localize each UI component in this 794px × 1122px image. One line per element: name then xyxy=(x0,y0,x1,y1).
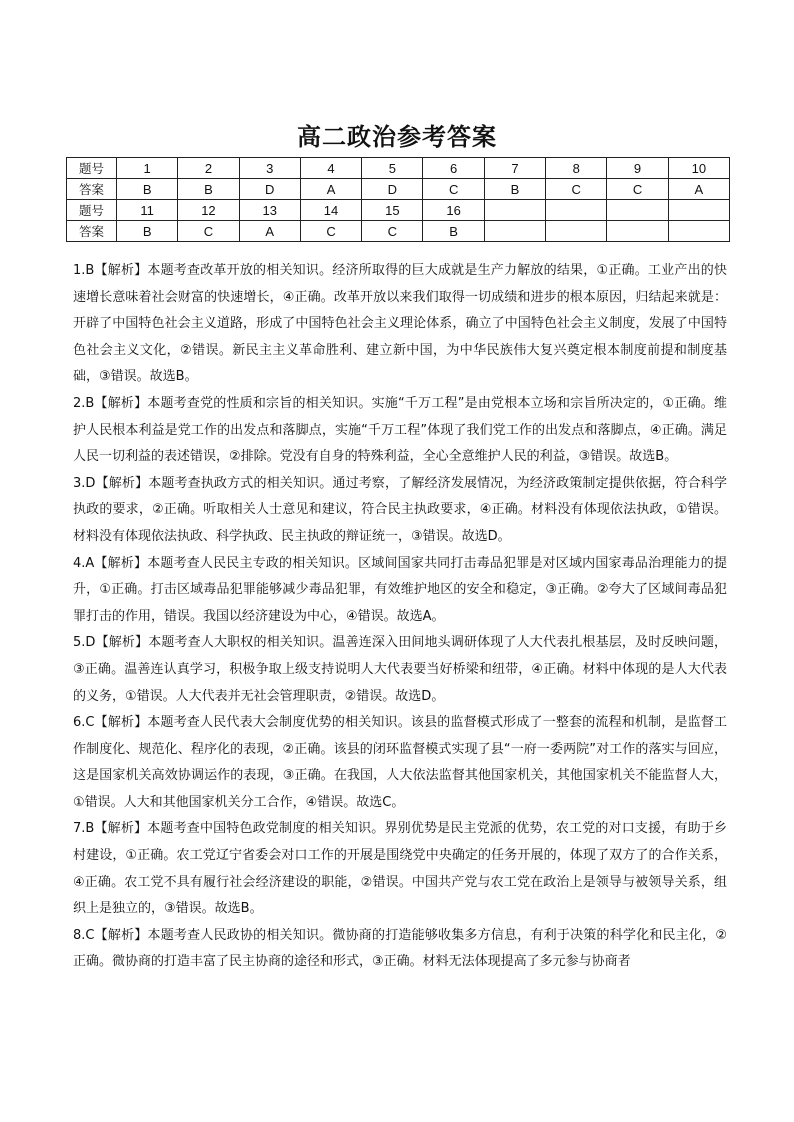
question-number-cell: 1 xyxy=(117,158,178,179)
question-number-cell: 6 xyxy=(423,158,484,179)
analysis-paragraph: 5.D【解析】本题考查人大职权的相关知识。温善连深入田间地头调研体现了人大代表扎根基层，及时反映问题，③正确。温善连认真学习，积极争取上级支持说明人大代表要当好桥梁和纽带，④正确。材料中体现的是人大代表的义务，①错误。人大代表并无社会管理职责，②错误。故选D。 xyxy=(73,635,727,704)
question-number-cell: 2 xyxy=(178,158,239,179)
answer-cell: B xyxy=(117,179,178,200)
answer-cell: B xyxy=(423,221,484,242)
analysis-paragraph: 3.D【解析】本题考查执政方式的相关知识。通过考察，了解经济发展情况，为经济政策制定提供依据，符合科学执政的要求，②正确。听取相关人士意见和建议，符合民主执政要求，④正确。材料没有体现依法执政，①错误。材料没有体现依法执政、科学执政、民主执政的辩证统一，③错误。故选D。 xyxy=(73,475,727,544)
answer-cell: D xyxy=(362,179,423,200)
question-number-cell: 14 xyxy=(300,200,361,221)
answer-cell: D xyxy=(239,179,300,200)
analysis-paragraph: 7.B【解析】本题考查中国特色政党制度的相关知识。界别优势是民主党派的优势，农工党的对口支援，有助于乡村建设，①正确。农工党辽宁省委会对口工作的开展是围绕党中央确定的任务开展的，体现了双方了的合作关系，④正确。农工党不具有履行社会经济建设的职能，②错误。中国共产党与农工党在政治上是领导与被领导关系，组织上是独立的，③错误。故选B。 xyxy=(73,821,727,917)
analysis-paragraph: 2.B【解析】本题考查党的性质和宗旨的相关知识。实施“千万工程”是由党根本立场和宗旨所决定的，①正确。维护人民根本利益是党工作的出发点和落脚点，实施“千万工程”体现了我们党工作的出发点和落脚点，④正确。满足人民一切利益的表述错误，②排除。党没有自身的特殊利益，全心全意维护人民的利益，③错误。故选B。 xyxy=(73,395,727,465)
answer-cell: B xyxy=(117,221,178,242)
question-number-cell: 3 xyxy=(239,158,300,179)
analysis-paragraph: 6.C【解析】本题考查人民代表大会制度优势的相关知识。该县的监督模式形成了一整套的流程和机制，是监督工作制度化、规范化、程序化的表现，②正确。该县的闭环监督模式实现了县“一府一委两院”对工作的落实与回应，这是国家机关高效协调运作的表现，③正确。在我国，人大依法监督其他国家机关，其他国家机关不能监督人大，①错误。人大和其他国家机关分工合作，④错误。故选C。 xyxy=(73,715,727,810)
question-number-cell: 8 xyxy=(546,158,607,179)
question-number-cell: 9 xyxy=(607,158,668,179)
answer-cell: A xyxy=(668,179,729,200)
question-number-cell: 10 xyxy=(668,158,729,179)
analysis-section xyxy=(73,258,727,976)
analysis-paragraph: 4.A【解析】本题考查人民民主专政的相关知识。区域间国家共同打击毒品犯罪是对区域内国家毒品治理能力的提升，①正确。打击区域毒品犯罪能够减少毒品犯罪，有效维护地区的安全和稳定，③正确。②夸大了区域间毒品犯罪打击的作用，错误。我国以经济建设为中心，④错误。故选A。 xyxy=(73,555,727,624)
analysis-paragraph: 8.C【解析】本题考查人民政协的相关知识。微协商的打造能够收集多方信息，有利于决策的科学化和民主化，②正确。微协商的打造丰富了民主协商的途径和形式，③正确。材料无法体现提高了多元参与协商者 xyxy=(73,927,727,970)
answer-cell xyxy=(668,221,729,242)
question-number-cell: 12 xyxy=(178,200,239,221)
question-number-cell: 4 xyxy=(300,158,361,179)
question-number-cell xyxy=(484,200,545,221)
question-number-cell xyxy=(546,200,607,221)
question-number-cell: 13 xyxy=(239,200,300,221)
question-number-cell xyxy=(607,200,668,221)
answer-cell: C xyxy=(546,179,607,200)
answer-cell: A xyxy=(239,221,300,242)
answer-cell xyxy=(607,221,668,242)
analysis-paragraph: 1.B【解析】本题考查改革开放的相关知识。经济所取得的巨大成就是生产力解放的结果，①正确。工业产出的快速增长意味着社会财富的快速增长，④正确。改革开放以来我们取得一切成绩和进步的根本原因，归结起来就是：开辟了中国特色社会主义道路，形成了中国特色社会主义理论体系，确立了中国特色社会主义制度，发展了中国特色社会主义文化，②错误。新民主主义革命胜利、建立新中国，为中华民族伟大复兴奠定根本制度前提和制度基础，③错误。故选B。 xyxy=(73,263,727,385)
row-label: 题号 xyxy=(67,200,117,221)
question-number-cell: 11 xyxy=(117,200,178,221)
question-number-cell xyxy=(668,200,729,221)
answer-cell: A xyxy=(300,179,361,200)
answer-table xyxy=(66,157,730,242)
question-number-cell: 16 xyxy=(423,200,484,221)
answer-cell: C xyxy=(300,221,361,242)
answer-cell xyxy=(484,221,545,242)
answer-cell: C xyxy=(362,221,423,242)
answer-cell: C xyxy=(607,179,668,200)
question-number-cell: 5 xyxy=(362,158,423,179)
answer-table-row xyxy=(67,179,730,200)
answer-cell: B xyxy=(484,179,545,200)
row-label: 题号 xyxy=(67,158,117,179)
answer-cell: C xyxy=(423,179,484,200)
question-number-cell: 7 xyxy=(484,158,545,179)
page-title: 高二政治参考答案 xyxy=(297,122,497,151)
answer-cell xyxy=(546,221,607,242)
question-number-cell: 15 xyxy=(362,200,423,221)
answer-table-row xyxy=(67,221,730,242)
row-label: 答案 xyxy=(67,179,117,200)
answer-table-row xyxy=(67,158,730,179)
answer-cell: C xyxy=(178,221,239,242)
answer-cell: B xyxy=(178,179,239,200)
row-label: 答案 xyxy=(67,221,117,242)
answer-table-row xyxy=(67,200,730,221)
